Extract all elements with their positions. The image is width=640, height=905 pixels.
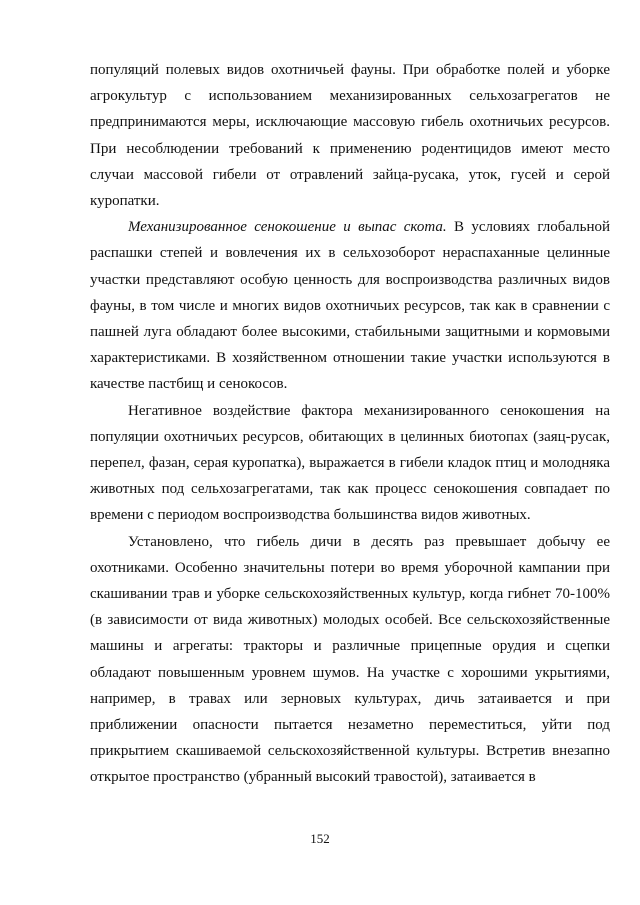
paragraph-4 [90,529,610,791]
paragraph-1 [90,57,610,214]
paragraph-3 [90,398,610,529]
paragraph-2-text: В условиях глобальной распашки степей и вовлечения их в сельхозоборот нераспаханные целинные участки представляют особую ценность для воспроизводства различных видов фауны, в том числе и многих видов охотничьих ресурсов, так как в сравнении с пашней луга обладают более высокими, стабильными защитными и кормовыми характеристиками. В хозяйственном отношении такие участки используются в качестве пастбищ и сенокосов. [90,219,610,393]
body-text [90,57,610,791]
paragraph-4-text: Установлено, что гибель дичи в десять раз превышает добычу ее охотниками. Особенно значительны потери во время уборочной кампании при скашивании трав и уборке сельскохозяйственных культур, когда гибнет 70-100% (в зависимости от вида животных) молодых особей. Все сельскохозяйственные машины и агрегаты: тракторы и различные прицепные орудия и сцепки обладают повышенным уровнем шумов. На участке с хорошими укрытиями, например, в травах или зерновых культурах, дичь затаивается и при приближении опасности пытается незаметно переместиться, уйти под прикрытием скашиваемой сельскохозяйственной культуры. Встретив внезапно открытое пространство (убранный высокий травостой), затаивается в [90,533,610,786]
paragraph-2 [90,214,610,397]
page-number: 152 [310,831,330,846]
paragraph-1-text: популяций полевых видов охотничьей фауны. При обработке полей и уборке агрокультур с использованием механизированных сельхозагрегатов не предпринимаются меры, исключающие массовую гибель охотничьих ресурсов. При несоблюдении требований к применению родентицидов имеют место случаи массовой гибели от отравлений зайца-русака, уток, гусей и серой куропатки. [90,62,610,210]
paragraph-2-italic-heading: Механизированное сенокошение и выпас скота. [128,219,447,236]
paragraph-3-text: Негативное воздействие фактора механизированного сенокошения на популяции охотничьих ресурсов, обитающих в целинных биотопах (заяц-русак, перепел, фазан, серая куропатка), выражается в гибели кладок птиц и молодняка животных под сельхозагрегатами, так как процесс сенокошения совпадает по времени с периодом воспроизводства большинства видов животных. [90,402,610,524]
